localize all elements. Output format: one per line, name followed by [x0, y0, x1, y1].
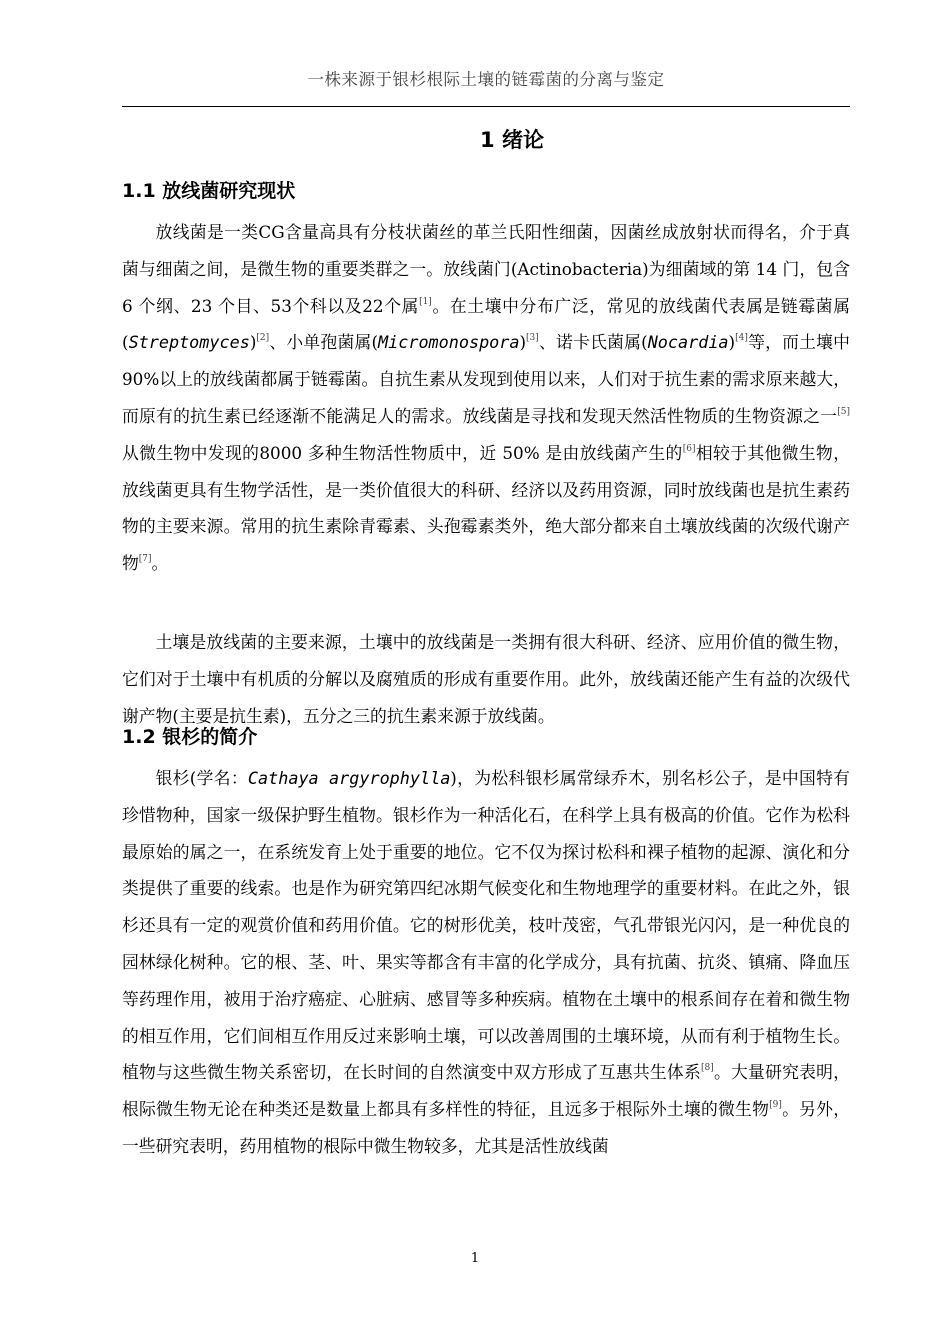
citation-ref: [2]: [256, 333, 270, 344]
species-name: Micromonospora: [378, 332, 520, 353]
citation-ref: [9]: [769, 1100, 782, 1111]
citation-ref: [5]: [837, 406, 850, 417]
chapter-title: 1 绪论: [480, 128, 544, 152]
citation-ref: [1]: [419, 296, 432, 307]
species-name: Streptomyces: [128, 332, 250, 353]
citation-ref: [6]: [682, 443, 696, 454]
running-header: 一株来源于银杉根际土壤的链霉菌的分离与鉴定: [307, 70, 665, 89]
section-title-1-1: 1.1 放线菌研究现状: [122, 180, 296, 202]
page-number: 1: [470, 1251, 480, 1266]
paragraph-cathaya-intro: 银杉(学名：Cathaya argyrophylla)，为松科银杉属常绿乔木，别名杉公子，是中国特有珍惜物种，国家一级保护野生植物。银杉作为一种活化石，在科学上具有极高的价值。它作为松科最原始的属之一，在系统发育上处于重要的地位。它不仅为探讨松科和裸子植物的起源、演化和分类提供了重要的线索。也是作为研究第四纪冰期气候变化和生物地理学的重要材料。在此之外，银杉还具有一定的观赏价值和药用价值。它的树形优美，枝叶茂密，气孔带银光闪闪，是一种优良的园林绿化树种。它的根、茎、叶、果实等都含有丰富的化学成分，具有抗菌、抗炎、镇痛、降血压等药理作用，被用于治疗癌症、心脏病、感冒等多种疾病。植物在土壤中的根系间存在着和微生物的相互作用，它们间相互作用反过来影响土壤，可以改善周围的土壤环境，从而有利于植物生长。植物与这些微生物关系密切，在长时间的自然演变中双方形成了互惠共生体系[8]。大量研究表明，根际微生物无论在种类还是数量上都具有多样性的特征，且远多于根际外土壤的微生物[9]。另外，一些研究表明，药用植物的根际中微生物较多，尤其是活性放线菌: [122, 768, 850, 1156]
section-title-1-2: 1.2 银杉的简介: [122, 726, 258, 748]
species-name: Nocardia: [647, 332, 729, 353]
citation-ref: [8]: [701, 1063, 714, 1074]
species-name: Cathaya argyrophylla: [247, 768, 451, 788]
citation-ref: [3]: [526, 333, 539, 344]
citation-ref: [4]: [735, 333, 748, 344]
header-rule: [122, 106, 850, 107]
citation-ref: [7]: [138, 554, 152, 565]
paragraph-soil-actinomycetes: 土壤是放线菌的主要来源，土壤中的放线菌是一类拥有很大科研、经济、应用价值的微生物，它们对于土壤中有机质的分解以及腐殖质的形成有重要作用。此外，放线菌还能产生有益的次级代谢产物(主要是抗生素)，五分之三的抗生素来源于放线菌。: [122, 632, 850, 726]
paragraph-actinomycetes-overview: 放线菌是一类CG含量高具有分枝状菌丝的革兰氏阳性细菌，因菌丝成放射状而得名，介于真菌与细菌之间，是微生物的重要类群之一。放线菌门(Actinobacteria)为细菌域的第 14 门，包含 6 个纲、23 个目、53个科以及22个属[1]。在土壤中分布广泛，常见的放线菌代表属是链霉菌属(Streptomyces)[2]、小单孢菌属(Micromonospora)[3]、诺卡氏菌属(Nocardia)[4]等，而土壤中90%以上的放线菌都属于链霉菌。自抗生素从发现到使用以来，人们对于抗生素的需求原来越大，而原有的抗生素已经逐渐不能满足人的需求。放线菌是寻找和发现天然活性物质的生物资源之一[5]从微生物中发现的8000 多种生物活性物质中，近 50% 是由放线菌产生的[6]相较于其他微生物，放线菌更具有生物学活性，是一类价值很大的科研、经济以及药用资源，同时放线菌也是抗生素药物的主要来源。常用的抗生素除青霉素、头孢霉素类外，绝大部分都来自土壤放线菌的次级代谢产物[7]。: [122, 222, 850, 574]
